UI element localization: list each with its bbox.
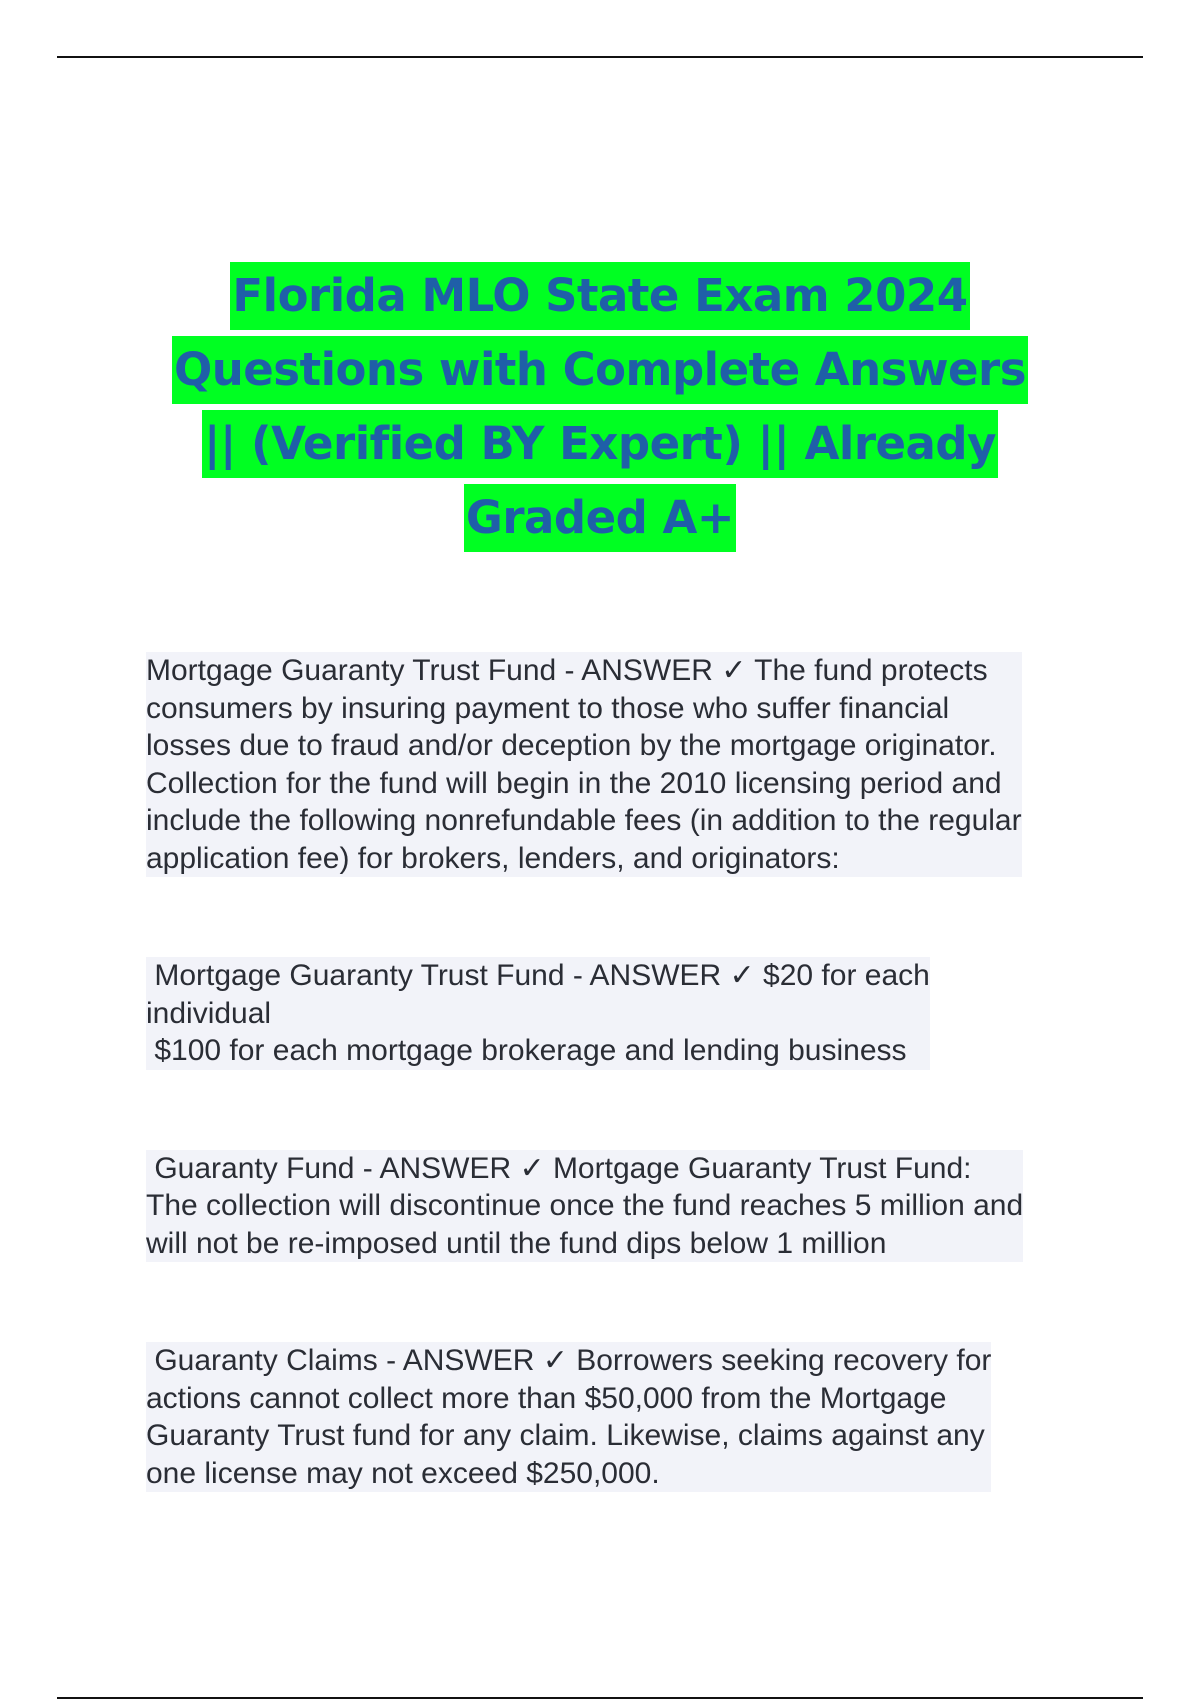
entry-line: losses due to fraud and/or deception by the mortgage originator. (146, 729, 997, 762)
qa-entry (146, 1342, 1096, 1532)
document-title (130, 262, 1070, 558)
entry-line: will not be re-imposed until the fund dips below 1 million (146, 1226, 887, 1260)
entry-line: one license may not exceed $250,000. (146, 1456, 660, 1490)
entry-line: Guaranty Trust fund for any claim. Likewise, claims against any (146, 1419, 985, 1452)
entry-line: Mortgage Guaranty Trust Fund - ANSWER ✓ The fund protects (146, 654, 988, 687)
title-line: || (Verified BY Expert) || Already (202, 410, 998, 478)
qa-entry (146, 652, 1096, 917)
title-line: Florida MLO State Exam 2024 (230, 262, 969, 330)
entry-line: Collection for the fund will begin in the 2010 licensing period and (146, 766, 1002, 800)
entry-line: $100 for each mortgage brokerage and lending business (146, 1034, 907, 1067)
top-rule (57, 56, 1143, 58)
entry-line: actions cannot collect more than $50,000 from the Mortgage (146, 1381, 947, 1415)
entry-line: The collection will discontinue once the fund reaches 5 million and (146, 1189, 1024, 1222)
entry-line: consumers by insuring payment to those who suffer financial (146, 691, 950, 725)
entry-line: individual (146, 996, 272, 1030)
qa-entry (146, 1150, 1096, 1303)
entry-line: include the following nonrefundable fees (in addition to the regular (146, 804, 1022, 837)
document-body (146, 652, 1096, 1572)
title-line: Graded A+ (464, 484, 736, 552)
entry-line: Mortgage Guaranty Trust Fund - ANSWER ✓ $20 for each (146, 959, 930, 992)
bottom-rule (57, 1697, 1143, 1699)
qa-entry (146, 957, 1096, 1110)
title-line: Questions with Complete Answers (172, 336, 1028, 404)
entry-line: Guaranty Claims - ANSWER ✓ Borrowers seeking recovery for (146, 1344, 992, 1377)
entry-line: Guaranty Fund - ANSWER ✓ Mortgage Guaranty Trust Fund: (146, 1151, 972, 1185)
entry-line: application fee) for brokers, lenders, and originators: (146, 841, 840, 875)
